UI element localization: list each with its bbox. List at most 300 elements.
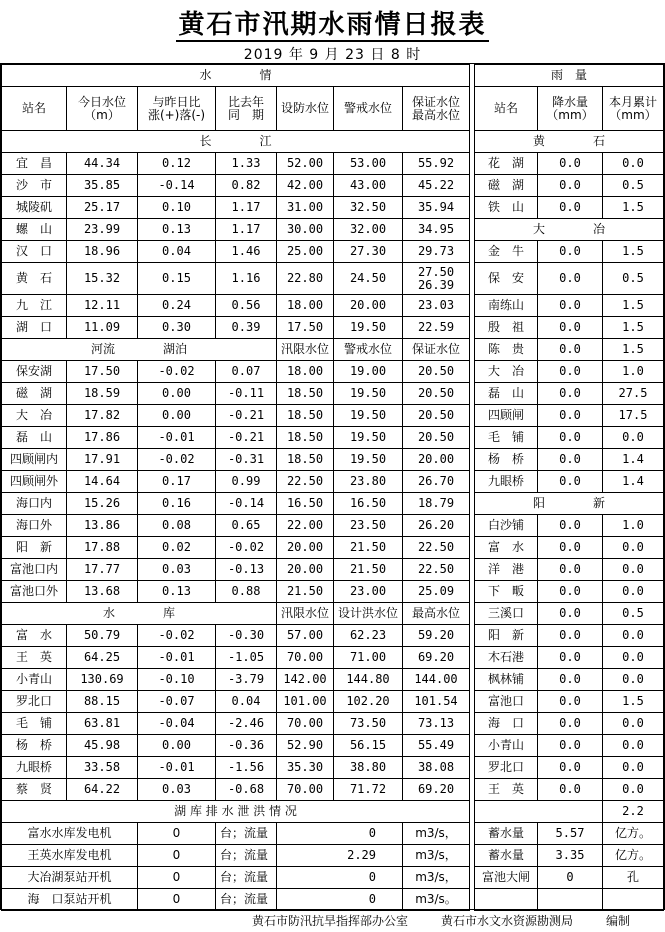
vs-yesterday: 0.24: [138, 295, 216, 317]
header-warning-level: 警戒水位: [334, 87, 403, 131]
section-sec3: 水 库: [2, 603, 277, 625]
rain-rainfall: 0.0: [538, 153, 603, 175]
rain-station-name: 铁 山: [475, 197, 538, 219]
vs-last-year: 1.17: [216, 197, 277, 219]
today-level: 25.17: [67, 197, 138, 219]
section-sec1: 长 江: [2, 131, 470, 153]
rain-group-yangxin: 阳 新: [475, 493, 664, 515]
rain-rainfall: 0.0: [538, 691, 603, 713]
vs-yesterday: 0.03: [138, 559, 216, 581]
defense-level: 20.00: [277, 537, 334, 559]
vs-last-year: -0.11: [216, 383, 277, 405]
vs-last-year: 0.04: [216, 691, 277, 713]
warning-level: 144.80: [334, 669, 403, 691]
section-sec2-c5: 警戒水位: [334, 339, 403, 361]
rain-rainfall: 0.0: [538, 757, 603, 779]
header-station: 站名: [2, 87, 67, 131]
rain-month-total: 0.0: [603, 735, 664, 757]
warning-level: 23.80: [334, 471, 403, 493]
rain-rainfall: 0.0: [538, 647, 603, 669]
defense-level: 42.00: [277, 175, 334, 197]
discharge-name: 王英水库发电机: [2, 845, 138, 867]
discharge-name: 海 口泵站开机: [2, 889, 138, 911]
today-level: 17.82: [67, 405, 138, 427]
rain-station-name: 下 畈: [475, 581, 538, 603]
report-table: [1, 64, 664, 911]
rain-station-name: 阳 新: [475, 625, 538, 647]
vs-last-year: -0.36: [216, 735, 277, 757]
rain-rainfall: 0.0: [538, 263, 603, 295]
section-sec3-c5: 设计洪水位: [334, 603, 403, 625]
defense-level: 18.50: [277, 405, 334, 427]
rain-station-name: 枫林铺: [475, 669, 538, 691]
vs-last-year: -0.68: [216, 779, 277, 801]
today-level: 35.85: [67, 175, 138, 197]
rain-month-total: 0.5: [603, 263, 664, 295]
vs-yesterday: 0.03: [138, 779, 216, 801]
vs-last-year: -2.46: [216, 713, 277, 735]
storage-label: 蓄水量: [475, 845, 538, 867]
discharge-count: 0: [138, 867, 216, 889]
rain-rainfall: 0.0: [538, 581, 603, 603]
storage-value: 3.35: [538, 845, 603, 867]
section-sec3-c6: 最高水位: [403, 603, 470, 625]
rain-extra-total: 2.2: [603, 801, 664, 823]
defense-level: 70.00: [277, 647, 334, 669]
storage-unit: 孔: [603, 867, 664, 889]
defense-level: 18.50: [277, 449, 334, 471]
station-name: 九眼桥: [2, 757, 67, 779]
vs-last-year: 0.88: [216, 581, 277, 603]
vs-last-year: 0.39: [216, 317, 277, 339]
guarantee-level: 27.50 26.39: [403, 263, 470, 295]
defense-level: 142.00: [277, 669, 334, 691]
vs-yesterday: -0.02: [138, 361, 216, 383]
rain-group-huangshi: 黄 石: [475, 131, 664, 153]
warning-level: 102.20: [334, 691, 403, 713]
header-guarantee-level: 保证水位 最高水位: [403, 87, 470, 131]
empty-cell: [475, 801, 603, 823]
warning-level: 53.00: [334, 153, 403, 175]
guarantee-level: 22.50: [403, 559, 470, 581]
station-name: 富池口内: [2, 559, 67, 581]
today-level: 130.69: [67, 669, 138, 691]
discharge-flow: 0: [277, 823, 403, 845]
station-name: 城陵矶: [2, 197, 67, 219]
discharge-heading: 湖 库 排 水 泄 洪 情 况: [2, 801, 470, 823]
rain-rainfall: 0.0: [538, 405, 603, 427]
header-rainfall: 降水量 （mm）: [538, 87, 603, 131]
rain-month-total: 1.5: [603, 295, 664, 317]
discharge-flow: 0: [277, 889, 403, 911]
rain-month-total: 17.5: [603, 405, 664, 427]
rain-month-total: 0.0: [603, 757, 664, 779]
rain-month-total: 0.0: [603, 153, 664, 175]
rain-rainfall: 0.0: [538, 669, 603, 691]
discharge-count: 0: [138, 823, 216, 845]
today-level: 18.96: [67, 241, 138, 263]
header-vs-last-year: 比去年 同 期: [216, 87, 277, 131]
storage-unit: 亿方。: [603, 845, 664, 867]
today-level: 17.77: [67, 559, 138, 581]
rain-rainfall: 0.0: [538, 241, 603, 263]
discharge-count: 0: [138, 845, 216, 867]
warning-level: 56.15: [334, 735, 403, 757]
today-level: 44.34: [67, 153, 138, 175]
vs-last-year: -0.30: [216, 625, 277, 647]
guarantee-level: 45.22: [403, 175, 470, 197]
today-level: 50.79: [67, 625, 138, 647]
guarantee-level: 144.00: [403, 669, 470, 691]
vs-last-year: -1.05: [216, 647, 277, 669]
rain-station-name: 金 牛: [475, 241, 538, 263]
vs-last-year: 1.17: [216, 219, 277, 241]
station-name: 磊 山: [2, 427, 67, 449]
rain-station-name: 木石港: [475, 647, 538, 669]
discharge-name: 富水水库发电机: [2, 823, 138, 845]
today-level: 33.58: [67, 757, 138, 779]
rain-rainfall: 0.0: [538, 361, 603, 383]
warning-level: 21.50: [334, 537, 403, 559]
rain-rainfall: 0.0: [538, 449, 603, 471]
storage-value: 5.57: [538, 823, 603, 845]
footer-bureau: 黄石市水文水资源勘测局: [441, 914, 574, 928]
today-level: 64.25: [67, 647, 138, 669]
rain-station-name: 四顾闸: [475, 405, 538, 427]
rain-station-name: 罗北口: [475, 757, 538, 779]
rain-station-name: 富 水: [475, 537, 538, 559]
today-level: 18.59: [67, 383, 138, 405]
rain-station-name: 九眼桥: [475, 471, 538, 493]
guarantee-level: 22.59: [403, 317, 470, 339]
vs-last-year: 1.33: [216, 153, 277, 175]
vs-yesterday: 0.00: [138, 383, 216, 405]
footer-made: 编制: [606, 914, 631, 928]
today-level: 13.68: [67, 581, 138, 603]
today-level: 17.91: [67, 449, 138, 471]
defense-level: 17.50: [277, 317, 334, 339]
vs-yesterday: 0.13: [138, 219, 216, 241]
rain-month-total: 0.0: [603, 713, 664, 735]
section-sec2-c6: 保证水位: [403, 339, 470, 361]
warning-level: 19.50: [334, 427, 403, 449]
defense-level: 70.00: [277, 779, 334, 801]
guarantee-level: 38.08: [403, 757, 470, 779]
rain-station-name: 殷 祖: [475, 317, 538, 339]
defense-level: 52.00: [277, 153, 334, 175]
station-name: 九 江: [2, 295, 67, 317]
guarantee-level: 26.70: [403, 471, 470, 493]
defense-level: 57.00: [277, 625, 334, 647]
report-title: [0, 4, 665, 41]
rain-station-name: 白沙铺: [475, 515, 538, 537]
defense-level: 18.00: [277, 295, 334, 317]
vs-yesterday: 0.17: [138, 471, 216, 493]
defense-level: 31.00: [277, 197, 334, 219]
warning-level: 19.50: [334, 405, 403, 427]
rain-station-name: 陈 贵: [475, 339, 538, 361]
defense-level: 20.00: [277, 559, 334, 581]
discharge-count: 0: [138, 889, 216, 911]
warning-level: 20.00: [334, 295, 403, 317]
guarantee-level: 20.50: [403, 405, 470, 427]
warning-level: 62.23: [334, 625, 403, 647]
rain-station-name: 保 安: [475, 263, 538, 295]
warning-level: 16.50: [334, 493, 403, 515]
vs-last-year: 1.46: [216, 241, 277, 263]
header-rain-station: 站名: [475, 87, 538, 131]
discharge-flow: 0: [277, 867, 403, 889]
discharge-name: 大冶湖泵站开机: [2, 867, 138, 889]
defense-level: 70.00: [277, 713, 334, 735]
rain-month-total: 1.5: [603, 241, 664, 263]
rain-station-name: 王 英: [475, 779, 538, 801]
vs-yesterday: 0.13: [138, 581, 216, 603]
discharge-flow: 2.29: [277, 845, 403, 867]
today-level: 15.26: [67, 493, 138, 515]
vs-last-year: -0.31: [216, 449, 277, 471]
rain-group-daye: 大 冶: [475, 219, 664, 241]
rain-rainfall: 0.0: [538, 339, 603, 361]
report-title-text: 黄石市汛期水雨情日报表: [178, 10, 487, 40]
warning-level: 27.30: [334, 241, 403, 263]
rain-station-name: 花 湖: [475, 153, 538, 175]
warning-level: 43.00: [334, 175, 403, 197]
rain-month-total: 1.5: [603, 317, 664, 339]
warning-level: 38.80: [334, 757, 403, 779]
station-name: 富 水: [2, 625, 67, 647]
guarantee-level: 69.20: [403, 779, 470, 801]
defense-level: 18.50: [277, 383, 334, 405]
station-name: 富池口外: [2, 581, 67, 603]
warning-level: 71.72: [334, 779, 403, 801]
rain-month-total: 0.0: [603, 559, 664, 581]
section-sec3-c4: 汛限水位: [277, 603, 334, 625]
report-datetime: 2019 年 9 月 23 日 8 时: [243, 47, 422, 63]
vs-yesterday: -0.14: [138, 175, 216, 197]
rain-month-total: 27.5: [603, 383, 664, 405]
warning-level: 19.50: [334, 449, 403, 471]
vs-yesterday: -0.01: [138, 427, 216, 449]
rain-rainfall: 0.0: [538, 779, 603, 801]
vs-yesterday: -0.02: [138, 449, 216, 471]
station-name: 汉 口: [2, 241, 67, 263]
header-today-level: 今日水位 （m）: [67, 87, 138, 131]
station-name: 保安湖: [2, 361, 67, 383]
station-name: 螺 山: [2, 219, 67, 241]
vs-yesterday: 0.10: [138, 197, 216, 219]
vs-last-year: -0.13: [216, 559, 277, 581]
today-level: 15.32: [67, 263, 138, 295]
rain-month-total: 0.0: [603, 427, 664, 449]
rain-month-total: 0.0: [603, 647, 664, 669]
vs-yesterday: 0.08: [138, 515, 216, 537]
station-name: 黄 石: [2, 263, 67, 295]
rain-month-total: 1.4: [603, 471, 664, 493]
vs-last-year: -0.21: [216, 405, 277, 427]
rain-rainfall: 0.0: [538, 603, 603, 625]
guarantee-level: 22.50: [403, 537, 470, 559]
rain-month-total: 1.0: [603, 361, 664, 383]
today-level: 45.98: [67, 735, 138, 757]
header-vs-yesterday: 与昨日比 涨(+)落(-): [138, 87, 216, 131]
rain-station-name: 磁 湖: [475, 175, 538, 197]
station-name: 罗北口: [2, 691, 67, 713]
warning-level: 23.00: [334, 581, 403, 603]
defense-level: 22.50: [277, 471, 334, 493]
vs-yesterday: 0.15: [138, 263, 216, 295]
vs-last-year: -1.56: [216, 757, 277, 779]
today-level: 64.22: [67, 779, 138, 801]
station-name: 磁 湖: [2, 383, 67, 405]
today-level: 14.64: [67, 471, 138, 493]
station-name: 海口内: [2, 493, 67, 515]
station-name: 毛 铺: [2, 713, 67, 735]
discharge-unit: m3/s。: [403, 889, 470, 911]
vs-yesterday: 0.12: [138, 153, 216, 175]
vs-last-year: -0.02: [216, 537, 277, 559]
storage-value: [538, 889, 603, 911]
station-name: 四顾闸内: [2, 449, 67, 471]
defense-level: 52.90: [277, 735, 334, 757]
vs-last-year: 0.56: [216, 295, 277, 317]
rain-rainfall: 0.0: [538, 295, 603, 317]
rain-month-total: 1.5: [603, 197, 664, 219]
vs-yesterday: -0.07: [138, 691, 216, 713]
guarantee-level: 69.20: [403, 647, 470, 669]
rain-month-total: 0.0: [603, 581, 664, 603]
guarantee-level: 59.20: [403, 625, 470, 647]
station-name: 阳 新: [2, 537, 67, 559]
defense-level: 18.50: [277, 427, 334, 449]
guarantee-level: 29.73: [403, 241, 470, 263]
rain-month-total: 1.4: [603, 449, 664, 471]
rain-station-name: 杨 桥: [475, 449, 538, 471]
storage-label: [475, 889, 538, 911]
vs-last-year: -0.21: [216, 427, 277, 449]
guarantee-level: 26.20: [403, 515, 470, 537]
warning-level: 19.50: [334, 383, 403, 405]
storage-value: 0: [538, 867, 603, 889]
vs-last-year: 0.65: [216, 515, 277, 537]
rain-rainfall: 0.0: [538, 735, 603, 757]
defense-level: 16.50: [277, 493, 334, 515]
discharge-unit: m3/s，: [403, 867, 470, 889]
station-name: 海口外: [2, 515, 67, 537]
rain-month-total: 0.0: [603, 669, 664, 691]
guarantee-level: 101.54: [403, 691, 470, 713]
rain-month-total: 1.0: [603, 515, 664, 537]
station-name: 小青山: [2, 669, 67, 691]
defense-level: 18.00: [277, 361, 334, 383]
rain-month-total: 0.0: [603, 625, 664, 647]
warning-level: 32.50: [334, 197, 403, 219]
discharge-unit: m3/s，: [403, 823, 470, 845]
defense-level: 22.00: [277, 515, 334, 537]
rain-station-name: 富池口: [475, 691, 538, 713]
defense-level: 35.30: [277, 757, 334, 779]
rain-rainfall: 0.0: [538, 713, 603, 735]
rain-rainfall: 0.0: [538, 515, 603, 537]
vs-yesterday: 0.30: [138, 317, 216, 339]
water-header: 水 情: [2, 65, 470, 87]
vs-yesterday: 0.04: [138, 241, 216, 263]
warning-level: 71.00: [334, 647, 403, 669]
vs-last-year: 0.82: [216, 175, 277, 197]
defense-level: 101.00: [277, 691, 334, 713]
vs-last-year: 0.07: [216, 361, 277, 383]
vs-yesterday: -0.04: [138, 713, 216, 735]
rain-month-total: 1.5: [603, 339, 664, 361]
today-level: 11.09: [67, 317, 138, 339]
guarantee-level: 20.50: [403, 427, 470, 449]
discharge-label: 台；流量: [216, 889, 277, 911]
vs-last-year: 0.99: [216, 471, 277, 493]
warning-level: 19.00: [334, 361, 403, 383]
today-level: 13.86: [67, 515, 138, 537]
guarantee-level: 20.50: [403, 383, 470, 405]
vs-last-year: 1.16: [216, 263, 277, 295]
rain-station-name: 洋 港: [475, 559, 538, 581]
warning-level: 21.50: [334, 559, 403, 581]
discharge-label: 台；流量: [216, 845, 277, 867]
today-level: 12.11: [67, 295, 138, 317]
vs-last-year: -3.79: [216, 669, 277, 691]
rain-rainfall: 0.0: [538, 317, 603, 339]
warning-level: 32.00: [334, 219, 403, 241]
rain-header: 雨 量: [475, 65, 664, 87]
station-name: 大 冶: [2, 405, 67, 427]
rain-station-name: 毛 铺: [475, 427, 538, 449]
guarantee-level: 55.92: [403, 153, 470, 175]
defense-level: 22.80: [277, 263, 334, 295]
rain-month-total: 0.5: [603, 175, 664, 197]
guarantee-level: 35.94: [403, 197, 470, 219]
footer-office: 黄石市防汛抗旱指挥部办公室: [252, 914, 409, 928]
storage-label: 富池大闸: [475, 867, 538, 889]
rain-month-total: 1.5: [603, 691, 664, 713]
rain-rainfall: 0.0: [538, 427, 603, 449]
vs-last-year: -0.14: [216, 493, 277, 515]
section-sec2-c4: 汛限水位: [277, 339, 334, 361]
rain-rainfall: 0.0: [538, 625, 603, 647]
guarantee-level: 73.13: [403, 713, 470, 735]
rain-station-name: 海 口: [475, 713, 538, 735]
vs-yesterday: 0.02: [138, 537, 216, 559]
rain-station-name: 大 冶: [475, 361, 538, 383]
vs-yesterday: -0.10: [138, 669, 216, 691]
warning-level: 23.50: [334, 515, 403, 537]
guarantee-level: 23.03: [403, 295, 470, 317]
station-name: 湖 口: [2, 317, 67, 339]
warning-level: 24.50: [334, 263, 403, 295]
rain-station-name: 南练山: [475, 295, 538, 317]
today-level: 23.99: [67, 219, 138, 241]
vs-yesterday: -0.02: [138, 625, 216, 647]
rain-rainfall: 0.0: [538, 197, 603, 219]
rain-rainfall: 0.0: [538, 175, 603, 197]
section-sec2: 河流 湖泊: [2, 339, 277, 361]
defense-level: 25.00: [277, 241, 334, 263]
rain-month-total: 0.5: [603, 603, 664, 625]
warning-level: 19.50: [334, 317, 403, 339]
discharge-label: 台；流量: [216, 823, 277, 845]
station-name: 宜 昌: [2, 153, 67, 175]
station-name: 蔡 贤: [2, 779, 67, 801]
rain-station-name: 磊 山: [475, 383, 538, 405]
today-level: 17.88: [67, 537, 138, 559]
station-name: 沙 市: [2, 175, 67, 197]
